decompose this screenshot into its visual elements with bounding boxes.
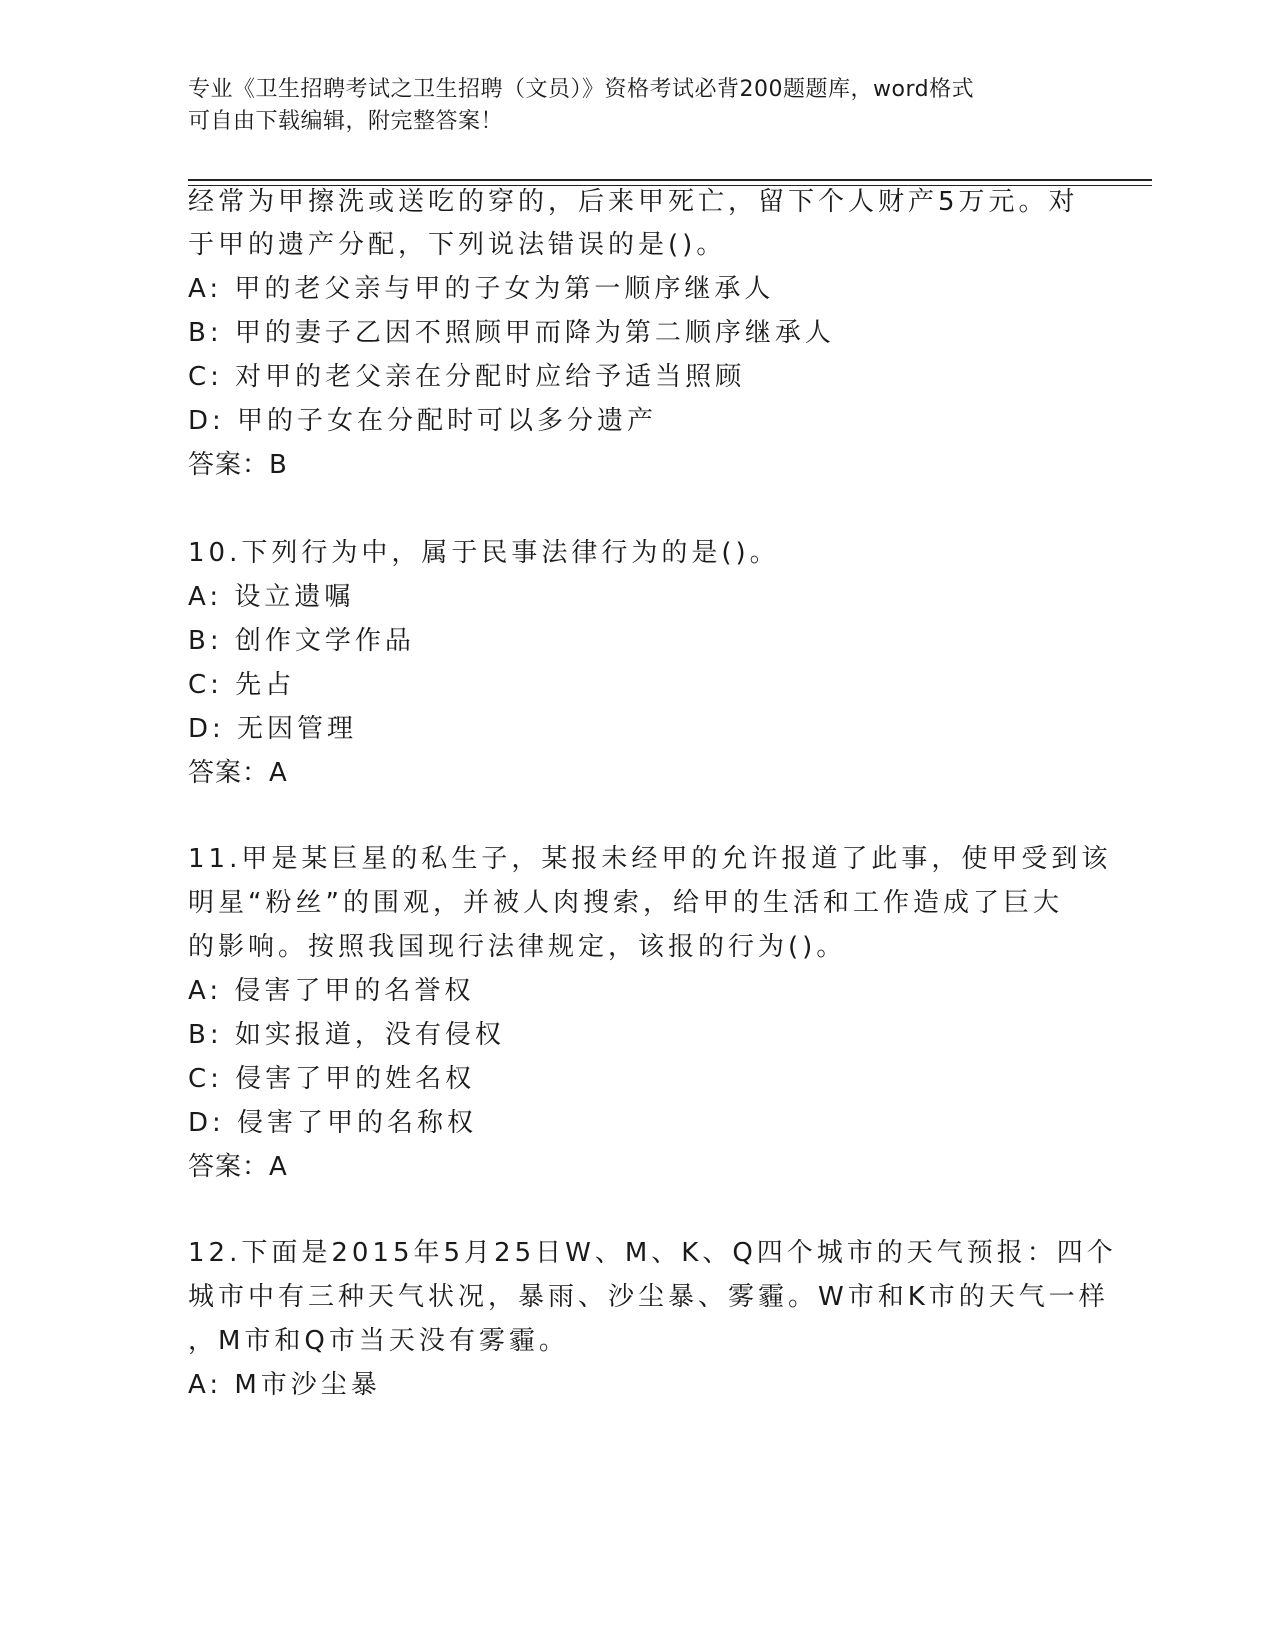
q12-text-line-2: 城市中有三种天气状况，暴雨、沙尘暴、雾霾。W市和K市的天气一样 <box>188 1282 1109 1312</box>
header-title-line-1: 专业《卫生招聘考试之卫生招聘（文员）》资格考试必背200题题库，word格式 <box>188 77 975 102</box>
header-divider-thick <box>188 179 1152 181</box>
q11-option-c: C: 侵害了甲的姓名权 <box>188 1064 476 1094</box>
q9-text-line-1: 经常为甲擦洗或送吃的穿的，后来甲死亡，留下个人财产5万元。对 <box>188 187 1079 217</box>
q10-option-c: C: 先占 <box>188 670 296 700</box>
q10-text-line-1: 10.下列行为中，属于民事法律行为的是()。 <box>188 538 780 568</box>
q9-option-c: C: 对甲的老父亲在分配时应给予适当照顾 <box>188 362 746 392</box>
q9-option-d: D: 甲的子女在分配时可以多分遗产 <box>188 406 658 436</box>
q11-text-line-2: 明星“粉丝”的围观，并被人肉搜索，给甲的生活和工作造成了巨大 <box>188 888 1063 918</box>
q12-option-a: A: M市沙尘暴 <box>188 1370 381 1400</box>
q9-text-line-2: 于甲的遗产分配，下列说法错误的是()。 <box>188 230 727 260</box>
q10-option-b: B: 创作文学作品 <box>188 626 415 656</box>
header-title-line-2: 可自由下载编辑，附完整答案！ <box>188 109 504 134</box>
q12-text-line-3: ，M市和Q市当天没有雾霾。 <box>188 1326 569 1356</box>
q11-answer: 答案：A <box>188 1152 288 1182</box>
q11-text-line-3: 的影响。按照我国现行法律规定，该报的行为()。 <box>188 932 847 962</box>
q10-option-d: D: 无因管理 <box>188 714 358 744</box>
q9-answer: 答案：B <box>188 450 288 480</box>
q10-option-a: A: 设立遗嘱 <box>188 582 355 612</box>
q11-option-d: D: 侵害了甲的名称权 <box>188 1108 478 1138</box>
document-header <box>188 74 1088 138</box>
q12-text-line-1: 12.下面是2015年5月25日W、M、K、Q四个城市的天气预报：四个 <box>188 1238 1117 1268</box>
q9-option-b: B: 甲的妻子乙因不照顾甲而降为第二顺序继承人 <box>188 318 835 348</box>
q11-option-a: A: 侵害了甲的名誉权 <box>188 976 475 1006</box>
q11-text-line-1: 11.甲是某巨星的私生子，某报未经甲的允许报道了此事，使甲受到该 <box>188 844 1112 874</box>
q11-option-b: B: 如实报道，没有侵权 <box>188 1020 505 1050</box>
q10-answer: 答案：A <box>188 758 288 788</box>
q9-option-a: A: 甲的老父亲与甲的子女为第一顺序继承人 <box>188 274 775 304</box>
